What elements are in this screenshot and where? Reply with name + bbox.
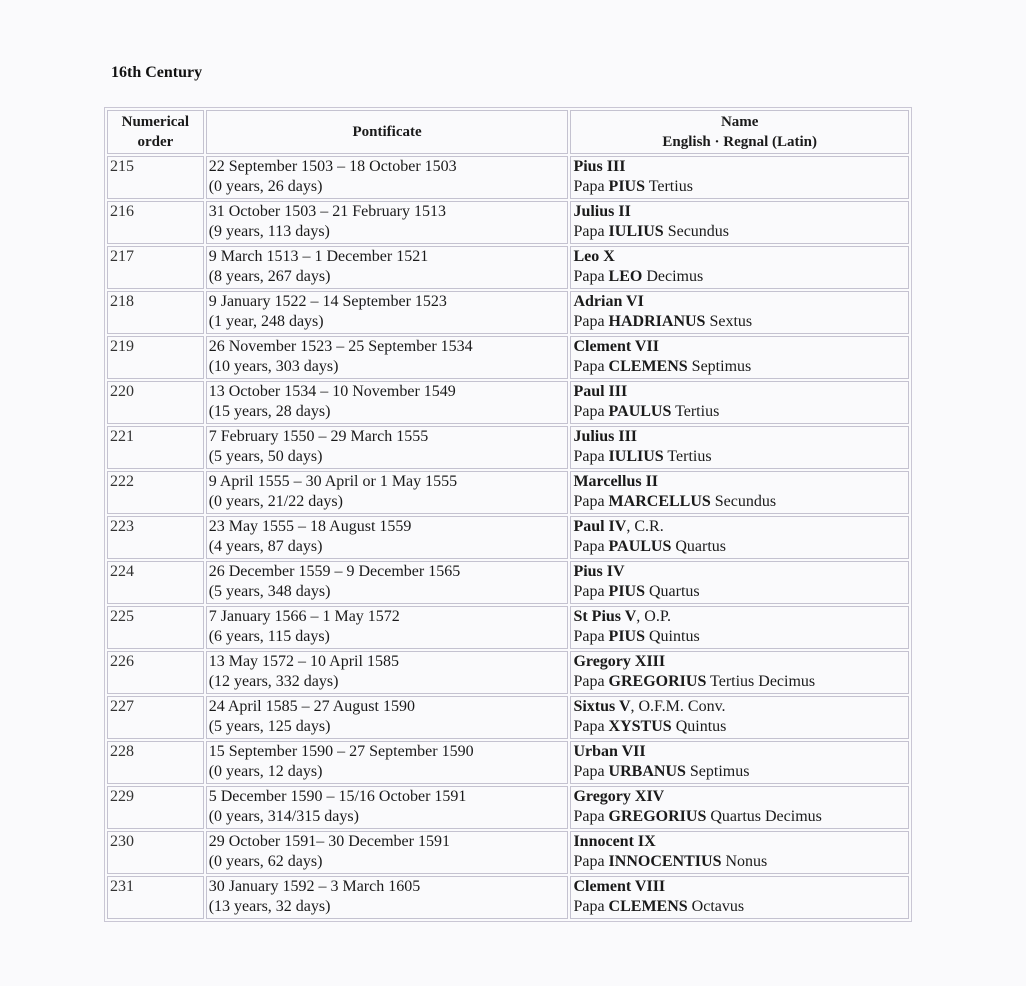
table-row <box>107 696 909 739</box>
latin-regnal-name: IULIUS <box>608 448 664 465</box>
latin-prefix: Papa <box>573 268 609 285</box>
cell-name <box>570 246 909 289</box>
table-row <box>107 561 909 604</box>
table-row <box>107 201 909 244</box>
pontificate-dates: 5 December 1590 – 15/16 October 1591 <box>208 788 467 805</box>
english-name: Julius II <box>573 203 631 220</box>
english-name-line <box>573 202 906 222</box>
header-numerical-order <box>107 110 204 154</box>
english-name-line <box>573 787 906 807</box>
table-header-row <box>107 110 909 154</box>
table-row <box>107 471 909 514</box>
english-name-line <box>573 652 906 672</box>
english-name-line <box>573 472 906 492</box>
english-name: Marcellus II <box>573 473 659 490</box>
pontificate-dates: 29 October 1591– 30 December 1591 <box>208 833 450 850</box>
pontificate-dates: 7 January 1566 – 1 May 1572 <box>208 608 400 625</box>
latin-name-line <box>573 357 906 377</box>
latin-ordinal: Tertius Decimus <box>706 673 816 690</box>
cell-numerical-order: 226 <box>107 651 204 694</box>
pontificate-dates: 22 September 1503 – 18 October 1503 <box>208 158 457 175</box>
cell-name <box>570 831 909 874</box>
english-name: Adrian VI <box>573 293 644 310</box>
latin-regnal-name: PAULUS <box>608 538 672 555</box>
english-name: Pius III <box>573 158 626 175</box>
latin-name-line <box>573 672 906 692</box>
latin-name-line <box>573 537 906 557</box>
latin-name-line <box>573 267 906 287</box>
latin-ordinal: Secundus <box>710 493 777 510</box>
english-name-line <box>573 157 906 177</box>
latin-ordinal: Quartus <box>645 583 700 600</box>
cell-pontificate <box>206 201 569 244</box>
latin-name-line <box>573 762 906 782</box>
cell-name <box>570 561 909 604</box>
cell-numerical-order: 221 <box>107 426 204 469</box>
cell-numerical-order: 217 <box>107 246 204 289</box>
cell-numerical-order: 220 <box>107 381 204 424</box>
latin-regnal-name: CLEMENS <box>608 898 688 915</box>
english-name-line <box>573 877 906 897</box>
english-name: Julius III <box>573 428 638 445</box>
cell-numerical-order: 215 <box>107 156 204 199</box>
english-name: Sixtus V <box>573 698 631 715</box>
cell-numerical-order: 228 <box>107 741 204 784</box>
pontificate-duration: (9 years, 113 days) <box>208 223 330 240</box>
pontificate-duration: (1 year, 248 days) <box>208 313 324 330</box>
english-name-line <box>573 517 906 537</box>
cell-pontificate <box>206 606 569 649</box>
pontificate-duration: (0 years, 21/22 days) <box>208 493 343 510</box>
latin-ordinal: Quintus <box>645 628 700 645</box>
cell-name <box>570 741 909 784</box>
cell-pontificate <box>206 561 569 604</box>
latin-prefix: Papa <box>573 898 609 915</box>
cell-pontificate <box>206 426 569 469</box>
table-row <box>107 291 909 334</box>
latin-regnal-name: MARCELLUS <box>608 493 711 510</box>
english-name: Innocent IX <box>573 833 656 850</box>
english-name-suffix: , O.F.M. Conv. <box>630 698 726 715</box>
table-row <box>107 426 909 469</box>
latin-prefix: Papa <box>573 538 609 555</box>
pontificate-dates: 26 December 1559 – 9 December 1565 <box>208 563 461 580</box>
table-row <box>107 336 909 379</box>
english-name: Paul III <box>573 383 628 400</box>
english-name: Leo X <box>573 248 615 265</box>
header-order-line1: Numerical <box>121 114 190 130</box>
latin-ordinal: Quartus Decimus <box>706 808 822 825</box>
pontificate-duration: (8 years, 267 days) <box>208 268 331 285</box>
latin-ordinal: Octavus <box>687 898 745 915</box>
latin-prefix: Papa <box>573 718 609 735</box>
latin-regnal-name: CLEMENS <box>608 358 688 375</box>
pontificate-duration: (0 years, 12 days) <box>208 763 323 780</box>
cell-pontificate <box>206 831 569 874</box>
latin-regnal-name: HADRIANUS <box>608 313 706 330</box>
pontificate-dates: 31 October 1503 – 21 February 1513 <box>208 203 447 220</box>
page-heading: 16th Century <box>111 64 203 81</box>
latin-name-line <box>573 222 906 242</box>
table-row <box>107 876 909 919</box>
latin-ordinal: Tertius <box>663 448 712 465</box>
latin-ordinal: Septimus <box>685 763 750 780</box>
english-name: Pius IV <box>573 563 625 580</box>
latin-prefix: Papa <box>573 313 609 330</box>
english-name: Clement VIII <box>573 878 666 895</box>
pontificate-dates: 9 April 1555 – 30 April or 1 May 1555 <box>208 473 458 490</box>
pontificate-dates: 13 October 1534 – 10 November 1549 <box>208 383 456 400</box>
cell-pontificate <box>206 336 569 379</box>
cell-numerical-order: 231 <box>107 876 204 919</box>
latin-regnal-name: LEO <box>608 268 643 285</box>
latin-name-line <box>573 897 906 917</box>
latin-prefix: Papa <box>573 673 609 690</box>
cell-name <box>570 876 909 919</box>
cell-pontificate <box>206 246 569 289</box>
english-name: Paul IV <box>573 518 627 535</box>
header-pontificate: Pontificate <box>206 110 569 154</box>
pontificate-dates: 15 September 1590 – 27 September 1590 <box>208 743 474 760</box>
english-name: Clement VII <box>573 338 659 355</box>
cell-name <box>570 606 909 649</box>
pontificate-dates: 30 January 1592 – 3 March 1605 <box>208 878 421 895</box>
latin-prefix: Papa <box>573 493 609 510</box>
latin-regnal-name: PIUS <box>608 628 645 645</box>
latin-name-line <box>573 852 906 872</box>
cell-name <box>570 336 909 379</box>
cell-pontificate <box>206 741 569 784</box>
latin-ordinal: Tertius <box>645 178 693 195</box>
cell-numerical-order: 229 <box>107 786 204 829</box>
latin-regnal-name: INNOCENTIUS <box>608 853 722 870</box>
cell-pontificate <box>206 291 569 334</box>
pontificate-dates: 9 March 1513 – 1 December 1521 <box>208 248 429 265</box>
english-name-line <box>573 742 906 762</box>
cell-numerical-order: 230 <box>107 831 204 874</box>
cell-pontificate <box>206 156 569 199</box>
latin-name-line <box>573 807 906 827</box>
cell-numerical-order: 224 <box>107 561 204 604</box>
english-name-suffix: , O.P. <box>636 608 671 625</box>
cell-pontificate <box>206 696 569 739</box>
pontificate-duration: (12 years, 332 days) <box>208 673 339 690</box>
latin-prefix: Papa <box>573 178 609 195</box>
table-row <box>107 246 909 289</box>
pontificate-duration: (5 years, 125 days) <box>208 718 331 735</box>
table-row <box>107 606 909 649</box>
cell-numerical-order: 218 <box>107 291 204 334</box>
header-name <box>570 110 909 154</box>
table-row <box>107 831 909 874</box>
cell-pontificate <box>206 876 569 919</box>
table-row <box>107 156 909 199</box>
latin-prefix: Papa <box>573 358 609 375</box>
latin-ordinal: Quartus <box>671 538 727 555</box>
table-row <box>107 381 909 424</box>
latin-name-line <box>573 582 906 602</box>
pontificate-duration: (5 years, 348 days) <box>208 583 331 600</box>
pontificate-dates: 24 April 1585 – 27 August 1590 <box>208 698 415 715</box>
cell-numerical-order: 219 <box>107 336 204 379</box>
latin-ordinal: Nonus <box>721 853 768 870</box>
cell-name <box>570 786 909 829</box>
latin-regnal-name: PIUS <box>608 583 645 600</box>
english-name: Urban VII <box>573 743 646 760</box>
english-name-line <box>573 382 906 402</box>
latin-name-line <box>573 492 906 512</box>
popes-table <box>104 107 912 922</box>
header-name-line2: English · Regnal (Latin) <box>662 134 818 150</box>
english-name: Gregory XIV <box>573 788 665 805</box>
english-name-line <box>573 427 906 447</box>
english-name-line <box>573 697 906 717</box>
latin-ordinal: Secundus <box>663 223 730 240</box>
cell-name <box>570 651 909 694</box>
cell-name <box>570 156 909 199</box>
pontificate-duration: (0 years, 314/315 days) <box>208 808 359 825</box>
pontificate-duration: (15 years, 28 days) <box>208 403 331 420</box>
latin-regnal-name: IULIUS <box>608 223 664 240</box>
cell-pontificate <box>206 516 569 559</box>
english-name-line <box>573 562 906 582</box>
latin-prefix: Papa <box>573 403 609 420</box>
latin-regnal-name: PIUS <box>608 178 645 195</box>
latin-name-line <box>573 177 906 197</box>
latin-ordinal: Sextus <box>705 313 753 330</box>
latin-prefix: Papa <box>573 763 609 780</box>
cell-numerical-order: 227 <box>107 696 204 739</box>
pontificate-duration: (0 years, 26 days) <box>208 178 323 195</box>
latin-name-line <box>573 627 906 647</box>
cell-numerical-order: 216 <box>107 201 204 244</box>
latin-regnal-name: PAULUS <box>608 403 672 420</box>
cell-name <box>570 291 909 334</box>
latin-ordinal: Septimus <box>687 358 752 375</box>
pontificate-dates: 23 May 1555 – 18 August 1559 <box>208 518 412 535</box>
cell-numerical-order: 223 <box>107 516 204 559</box>
pontificate-duration: (6 years, 115 days) <box>208 628 330 645</box>
latin-prefix: Papa <box>573 448 609 465</box>
latin-ordinal: Decimus <box>642 268 704 285</box>
pontificate-duration: (5 years, 50 days) <box>208 448 323 465</box>
cell-name <box>570 426 909 469</box>
latin-regnal-name: XYSTUS <box>608 718 672 735</box>
latin-name-line <box>573 312 906 332</box>
pontificate-duration: (4 years, 87 days) <box>208 538 323 555</box>
table-row <box>107 786 909 829</box>
pontificate-dates: 9 January 1522 – 14 September 1523 <box>208 293 447 310</box>
english-name-line <box>573 337 906 357</box>
table-row <box>107 516 909 559</box>
latin-ordinal: Quintus <box>671 718 727 735</box>
table-body <box>107 156 909 919</box>
cell-name <box>570 201 909 244</box>
latin-name-line <box>573 402 906 422</box>
latin-ordinal: Tertius <box>671 403 720 420</box>
latin-prefix: Papa <box>573 223 609 240</box>
english-name: Gregory XIII <box>573 653 666 670</box>
pontificate-duration: (10 years, 303 days) <box>208 358 339 375</box>
latin-regnal-name: GREGORIUS <box>608 673 707 690</box>
latin-regnal-name: GREGORIUS <box>608 808 707 825</box>
cell-name <box>570 471 909 514</box>
english-name-suffix: , C.R. <box>626 518 664 535</box>
cell-pontificate <box>206 381 569 424</box>
latin-prefix: Papa <box>573 583 609 600</box>
latin-regnal-name: URBANUS <box>608 763 686 780</box>
pontificate-duration: (0 years, 62 days) <box>208 853 323 870</box>
cell-name <box>570 381 909 424</box>
english-name: St Pius V <box>573 608 637 625</box>
header-order-line2: order <box>137 134 174 150</box>
cell-pontificate <box>206 786 569 829</box>
pontificate-dates: 13 May 1572 – 10 April 1585 <box>208 653 399 670</box>
cell-name <box>570 696 909 739</box>
latin-prefix: Papa <box>573 628 609 645</box>
table-row <box>107 741 909 784</box>
latin-name-line <box>573 447 906 467</box>
latin-name-line <box>573 717 906 737</box>
latin-prefix: Papa <box>573 853 609 870</box>
english-name-line <box>573 607 906 627</box>
cell-numerical-order: 225 <box>107 606 204 649</box>
english-name-line <box>573 292 906 312</box>
pontificate-dates: 7 February 1550 – 29 March 1555 <box>208 428 429 445</box>
header-name-line1: Name <box>720 114 759 130</box>
cell-numerical-order: 222 <box>107 471 204 514</box>
english-name-line <box>573 247 906 267</box>
pontificate-dates: 26 November 1523 – 25 September 1534 <box>208 338 473 355</box>
cell-pontificate <box>206 651 569 694</box>
table-row <box>107 651 909 694</box>
pontificate-duration: (13 years, 32 days) <box>208 898 331 915</box>
latin-prefix: Papa <box>573 808 609 825</box>
cell-name <box>570 516 909 559</box>
english-name-line <box>573 832 906 852</box>
cell-pontificate <box>206 471 569 514</box>
